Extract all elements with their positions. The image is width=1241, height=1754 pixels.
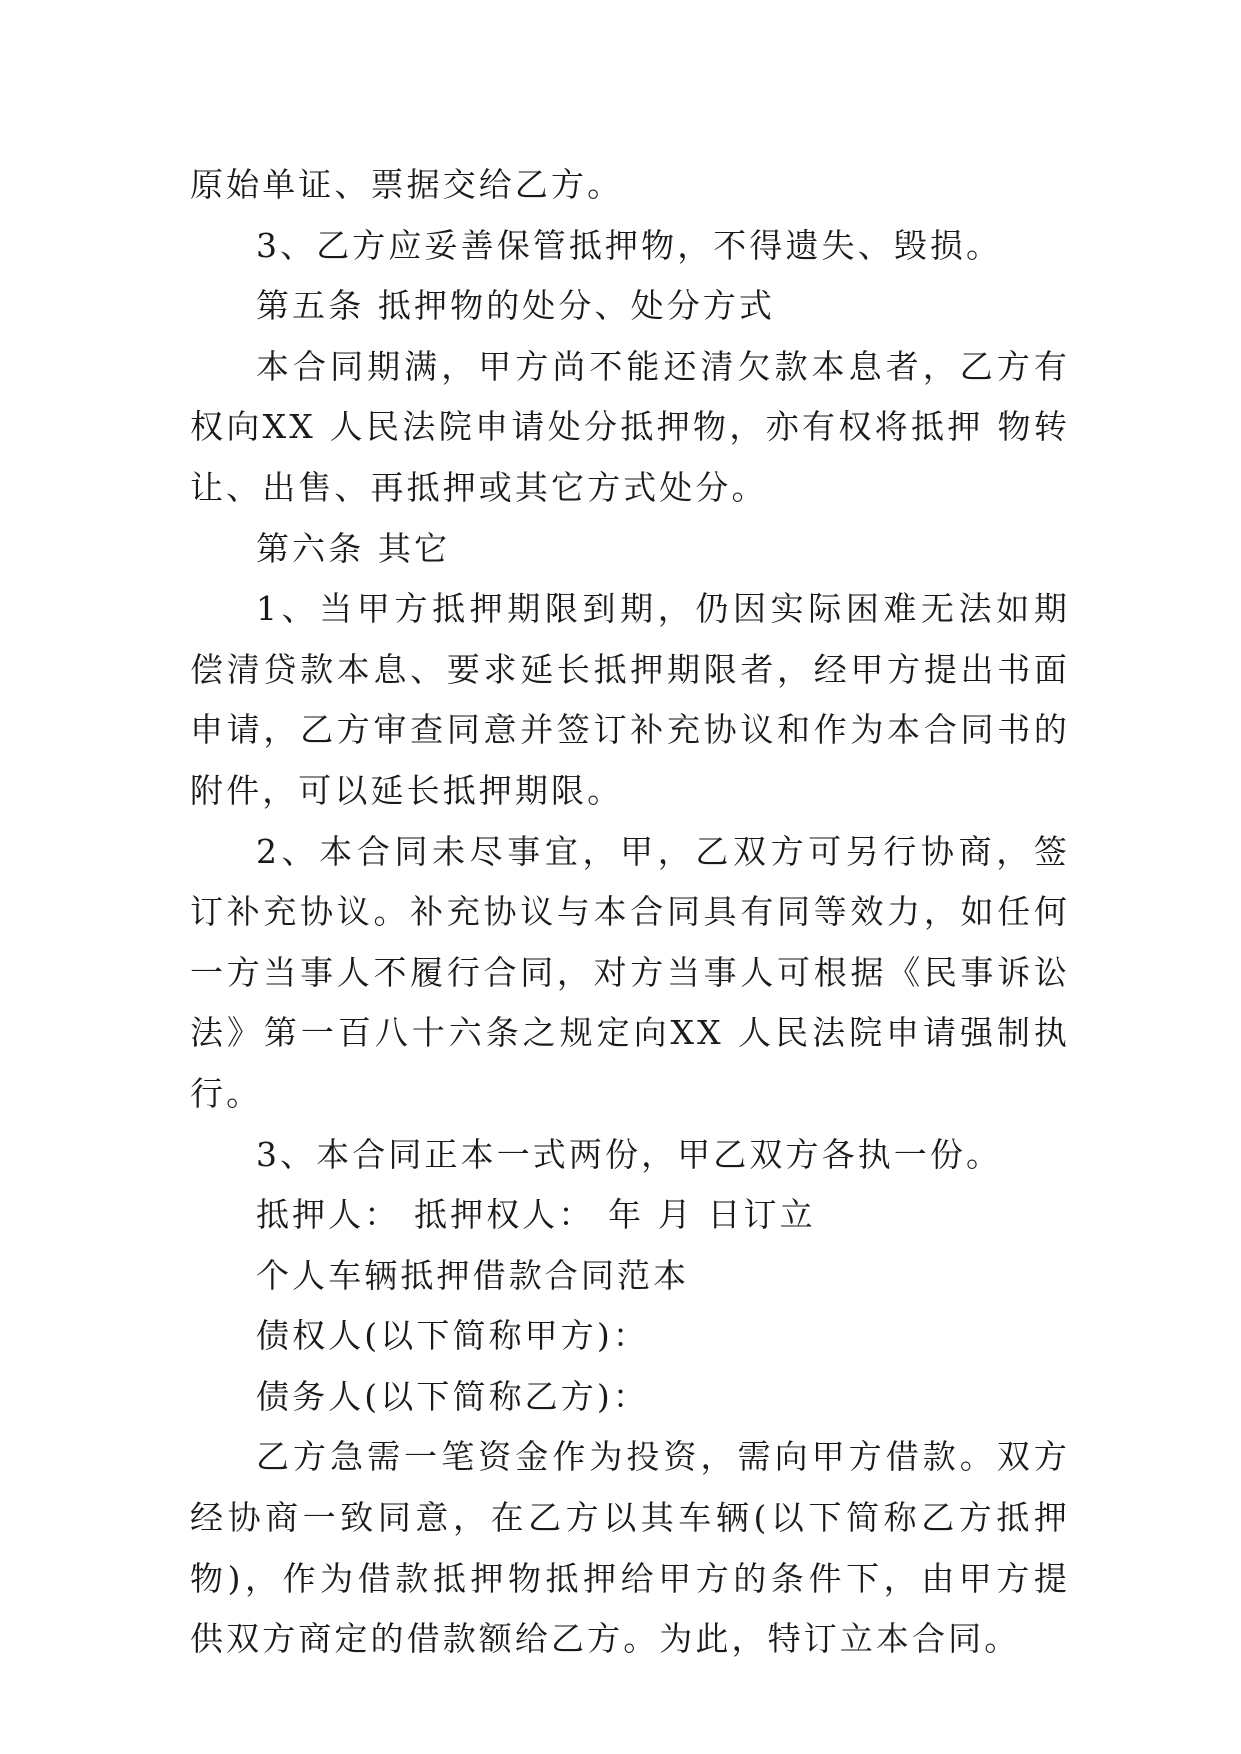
document-body [190, 155, 1070, 1670]
paragraph-clause-6-1: 1、当甲方抵押期限到期，仍因实际困难无法如期偿清贷款本息、要求延长抵押期限者，经甲方提出书面申请，乙方审查同意并签订补充协议和作为本合同书的附件，可以延长抵押期限。 [190, 589, 1070, 810]
debtor-line: 债务人(以下简称乙方)： [256, 1376, 649, 1416]
paragraph-article-5-body: 本合同期满，甲方尚不能还清欠款本息者，乙方有权向XX 人民法院申请处分抵押物，亦有权将抵押 物转让、出售、再抵押或其它方式处分。 [190, 346, 1070, 507]
heading-article-5: 第五条 抵押物的处分、处分方式 [256, 286, 775, 326]
heading-article-6: 第六条 其它 [256, 528, 451, 568]
preamble-paragraph: 乙方急需一笔资金作为投资，需向甲方借款。双方经协商一致同意，在乙方以其车辆(以下简称乙方抵押物)，作为借款抵押物抵押给甲方的条件下，由甲方提供双方商定的借款额给乙方。为此，特订立本合同。 [190, 1437, 1070, 1659]
paragraph-continuation: 原始单证、票据交给乙方。 [190, 165, 624, 204]
creditor-line: 债权人(以下简称甲方)： [256, 1316, 649, 1356]
paragraph-clause-4-3: 3、乙方应妥善保管抵押物，不得遗失、毁损。 [256, 225, 1003, 265]
signature-line: 抵押人： 抵押权人： 年 月 日订立 [256, 1195, 816, 1235]
paragraph-clause-6-2: 2、本合同未尽事宜，甲，乙双方可另行协商，签订补充协议。补充协议与本合同具有同等效力，如任何一方当事人不履行合同，对方当事人可根据《民事诉讼法》第一百八十六条之规定向XX 人民法院申请强制执行。 [190, 831, 1070, 1113]
second-contract-title: 个人车辆抵押借款合同范本 [256, 1255, 690, 1295]
paragraph-clause-6-3: 3、本合同正本一式两份，甲乙双方各执一份。 [256, 1134, 1003, 1174]
